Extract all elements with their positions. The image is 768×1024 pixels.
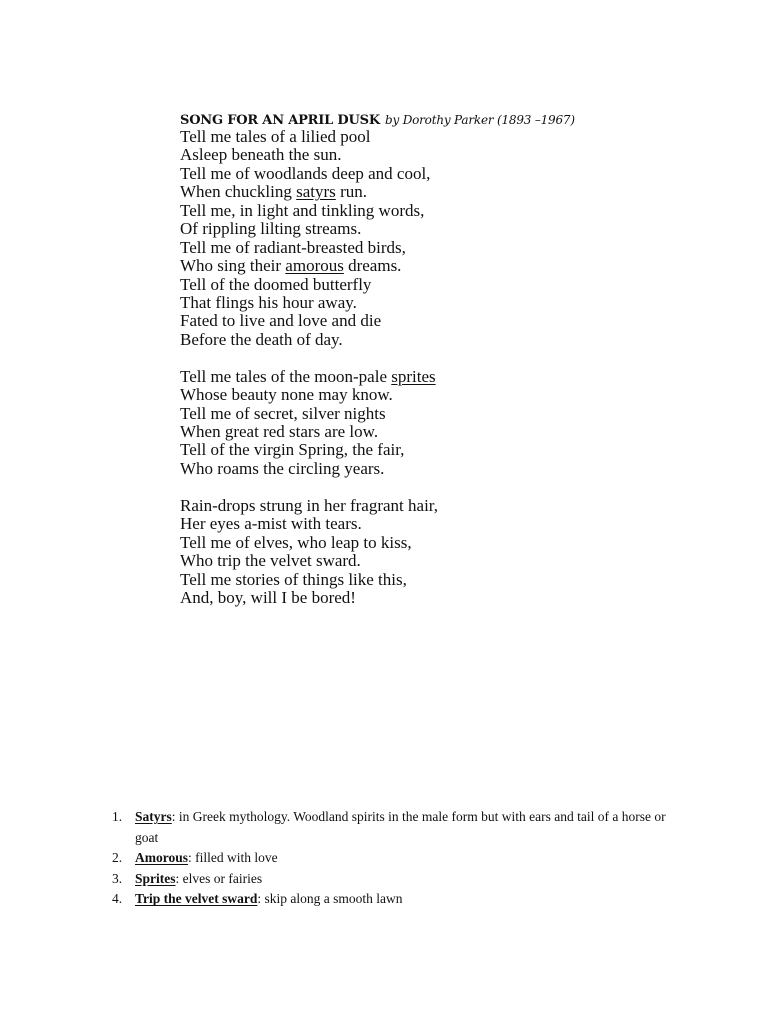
- footnote-item: [108, 889, 688, 910]
- poem-line: Tell of the virgin Spring, the fair,: [180, 440, 405, 460]
- poem-line: Rain-drops strung in her fragrant hair,: [180, 495, 439, 515]
- footnotes-list: [108, 807, 688, 910]
- footnote-item: [108, 848, 688, 869]
- poem-line: Who trip the velvet sward.: [180, 551, 361, 571]
- line-text: Who sing their: [180, 256, 286, 276]
- poem-line: Of rippling lilting streams.: [180, 219, 362, 239]
- poem-line: [180, 257, 700, 275]
- poem-line: Before the death of day.: [180, 329, 343, 349]
- footnote-number: 1.: [112, 809, 123, 824]
- poem-line: And, boy, will I be bored!: [180, 587, 356, 607]
- poem-line: Tell me of radiant-breasted birds,: [180, 237, 406, 257]
- footnote-term: Amorous: [135, 850, 189, 866]
- footnote-number: 4.: [112, 891, 123, 907]
- footnote-item: [108, 807, 688, 848]
- poem-line: Tell me of secret, silver nights: [180, 403, 386, 423]
- stanza-2: [180, 368, 700, 479]
- footnote-definition: : skip along a smooth lawn: [257, 891, 403, 907]
- poem-line: Tell of the doomed butterfly: [180, 274, 372, 294]
- poem-line: When great red stars are low.: [180, 422, 379, 441]
- footnote-item: [108, 869, 688, 890]
- poem-title: SONG FOR AN APRIL DUSK: [180, 113, 380, 128]
- poem-line: Her eyes a-mist with tears.: [180, 514, 362, 534]
- footnote-number: 2.: [112, 850, 123, 866]
- footnote-definition: : filled with love: [188, 850, 278, 866]
- footnote-number: 3.: [112, 870, 123, 886]
- poem-line: Tell me, in light and tinkling words,: [180, 200, 425, 220]
- footnoted-word-amorous: amorous: [285, 256, 344, 276]
- stanza-1: [180, 128, 700, 349]
- poem-byline: by Dorothy Parker (1893 –1967): [385, 113, 575, 127]
- poem-line: Fated to live and love and die: [180, 311, 382, 331]
- footnote-definition: : elves or fairies: [175, 870, 263, 886]
- poem-line: Who roams the circling years.: [180, 458, 385, 478]
- footnoted-word-sprites: sprites: [391, 366, 436, 386]
- poem-line: That flings his hour away.: [180, 292, 357, 312]
- poem-body: [180, 128, 700, 626]
- footnote-term: Satyrs: [135, 809, 172, 824]
- footnote-term: Sprites: [135, 870, 176, 886]
- line-text: dreams.: [343, 256, 402, 276]
- line-text: When chuckling: [180, 182, 297, 202]
- poem-line: Tell me stories of things like this,: [180, 569, 407, 589]
- line-text: Tell me tales of the moon-pale: [180, 366, 392, 386]
- poem-line: Tell me tales of a lilied pool: [180, 127, 371, 146]
- poem-line: Asleep beneath the sun.: [180, 145, 342, 165]
- poem-line: Tell me of woodlands deep and cool,: [180, 163, 431, 183]
- poem-line: Tell me of elves, who leap to kiss,: [180, 532, 412, 552]
- poem-line: [180, 368, 700, 386]
- poem-line: Whose beauty none may know.: [180, 385, 393, 405]
- poem-line: [180, 183, 700, 201]
- footnote-term: Trip the velvet sward: [135, 891, 258, 907]
- line-text: run.: [335, 182, 367, 202]
- footnote-definition: : in Greek mythology. Woodland spirits in the male form but with ears and tail of a horse or goat: [135, 809, 666, 845]
- footnoted-word-satyrs: satyrs: [296, 182, 336, 202]
- stanza-3: [180, 497, 700, 608]
